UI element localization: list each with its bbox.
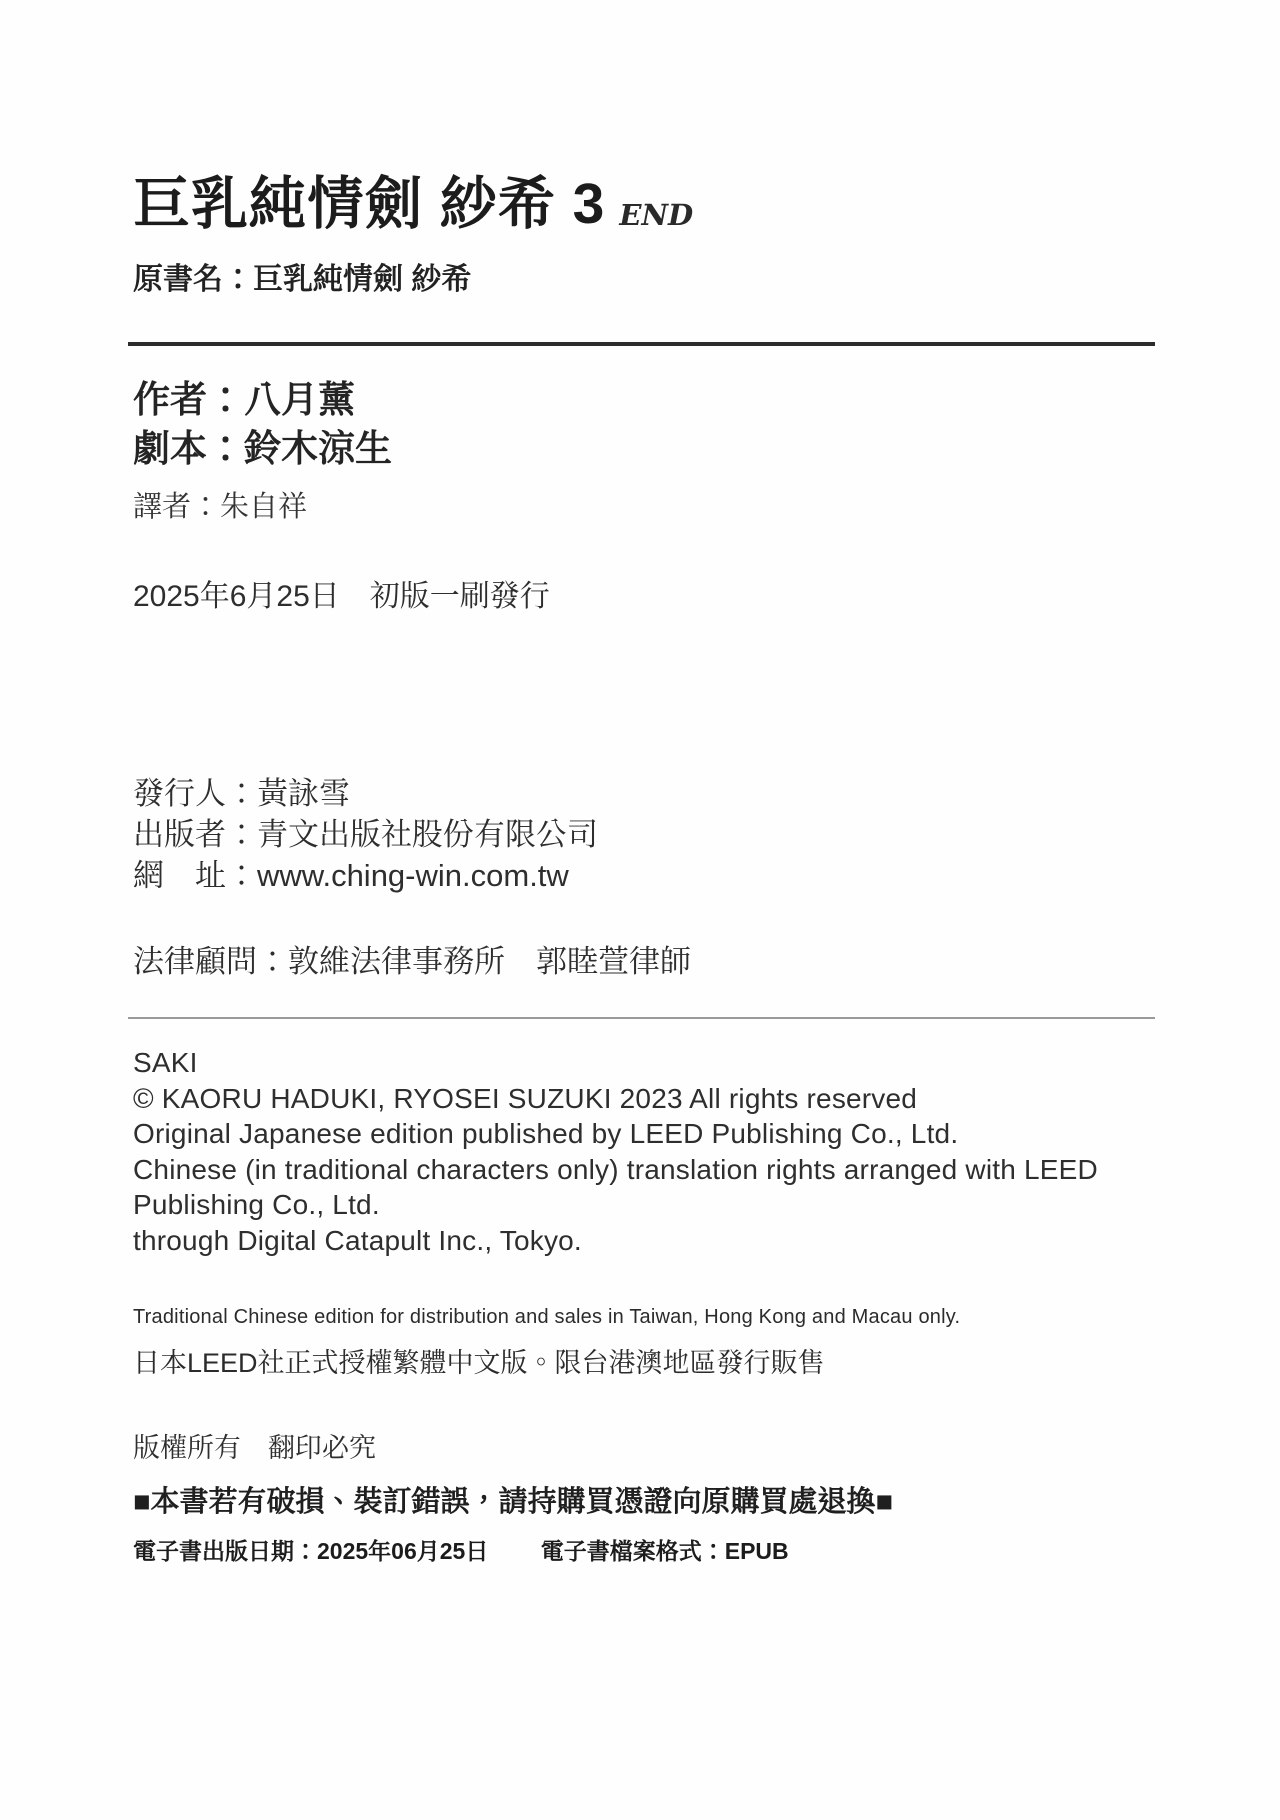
book-title: 巨乳純情劍 紗希 3 [133, 172, 606, 236]
rights-reserved-line: 版權所有 翻印必究 [133, 1433, 376, 1464]
website-line: 網 址：www.ching-win.com.tw [133, 858, 569, 894]
copyright-line: © KAORU HADUKI, RYOSEI SUZUKI 2023 All rights reserved [133, 1082, 918, 1114]
copyright-line: SAKI [133, 1047, 198, 1079]
distribution-notice-zh: 日本LEED社正式授權繁體中文版。限台港澳地區發行販售 [133, 1348, 825, 1379]
colophon-content [133, 158, 1165, 1566]
divider-thin [128, 1017, 1155, 1019]
ebook-publish-date: 電子書出版日期：2025年06月25日 [133, 1538, 489, 1565]
copyright-line: through Digital Catapult Inc., Tokyo. [133, 1224, 582, 1256]
edition-date-line: 2025年6月25日 初版一刷發行 [133, 579, 550, 613]
book-title-line [133, 158, 1165, 240]
credits-block [133, 376, 1165, 525]
copyright-line: Chinese (in traditional characters only) translation rights arranged with LEED [133, 1153, 1098, 1185]
publisher-line: 出版者：青文出版社股份有限公司 [133, 816, 598, 852]
ebook-file-format: 電子書檔案格式：EPUB [540, 1538, 789, 1565]
legal-advisor-line: 法律顧問：敦維法律事務所 郭睦萱律師 [133, 944, 691, 980]
issuer-line: 發行人：黃詠雪 [133, 775, 350, 811]
original-title: 原書名：巨乳純情劍 紗希 [133, 263, 472, 296]
damage-return-notice: ■本書若有破損、裝訂錯誤，請持購買憑證向原購買處退換■ [133, 1486, 894, 1519]
copyright-line: Original Japanese edition published by LEED Publishing Co., Ltd. [133, 1118, 959, 1150]
end-mark: END [619, 198, 694, 232]
distribution-notice-en: Traditional Chinese edition for distribution and sales in Taiwan, Hong Kong and Macau only. [133, 1306, 961, 1329]
english-copyright-block [133, 1045, 1165, 1258]
divider-thick [128, 342, 1155, 346]
script-writer-line: 劇本：鈴木涼生 [133, 427, 392, 469]
copyright-line: Publishing Co., Ltd. [133, 1189, 380, 1221]
translator-line: 譯者：朱自祥 [133, 490, 308, 523]
publisher-block [133, 773, 1165, 897]
ebook-info-line [133, 1533, 1165, 1566]
author-line: 作者：八月薰 [133, 379, 355, 420]
